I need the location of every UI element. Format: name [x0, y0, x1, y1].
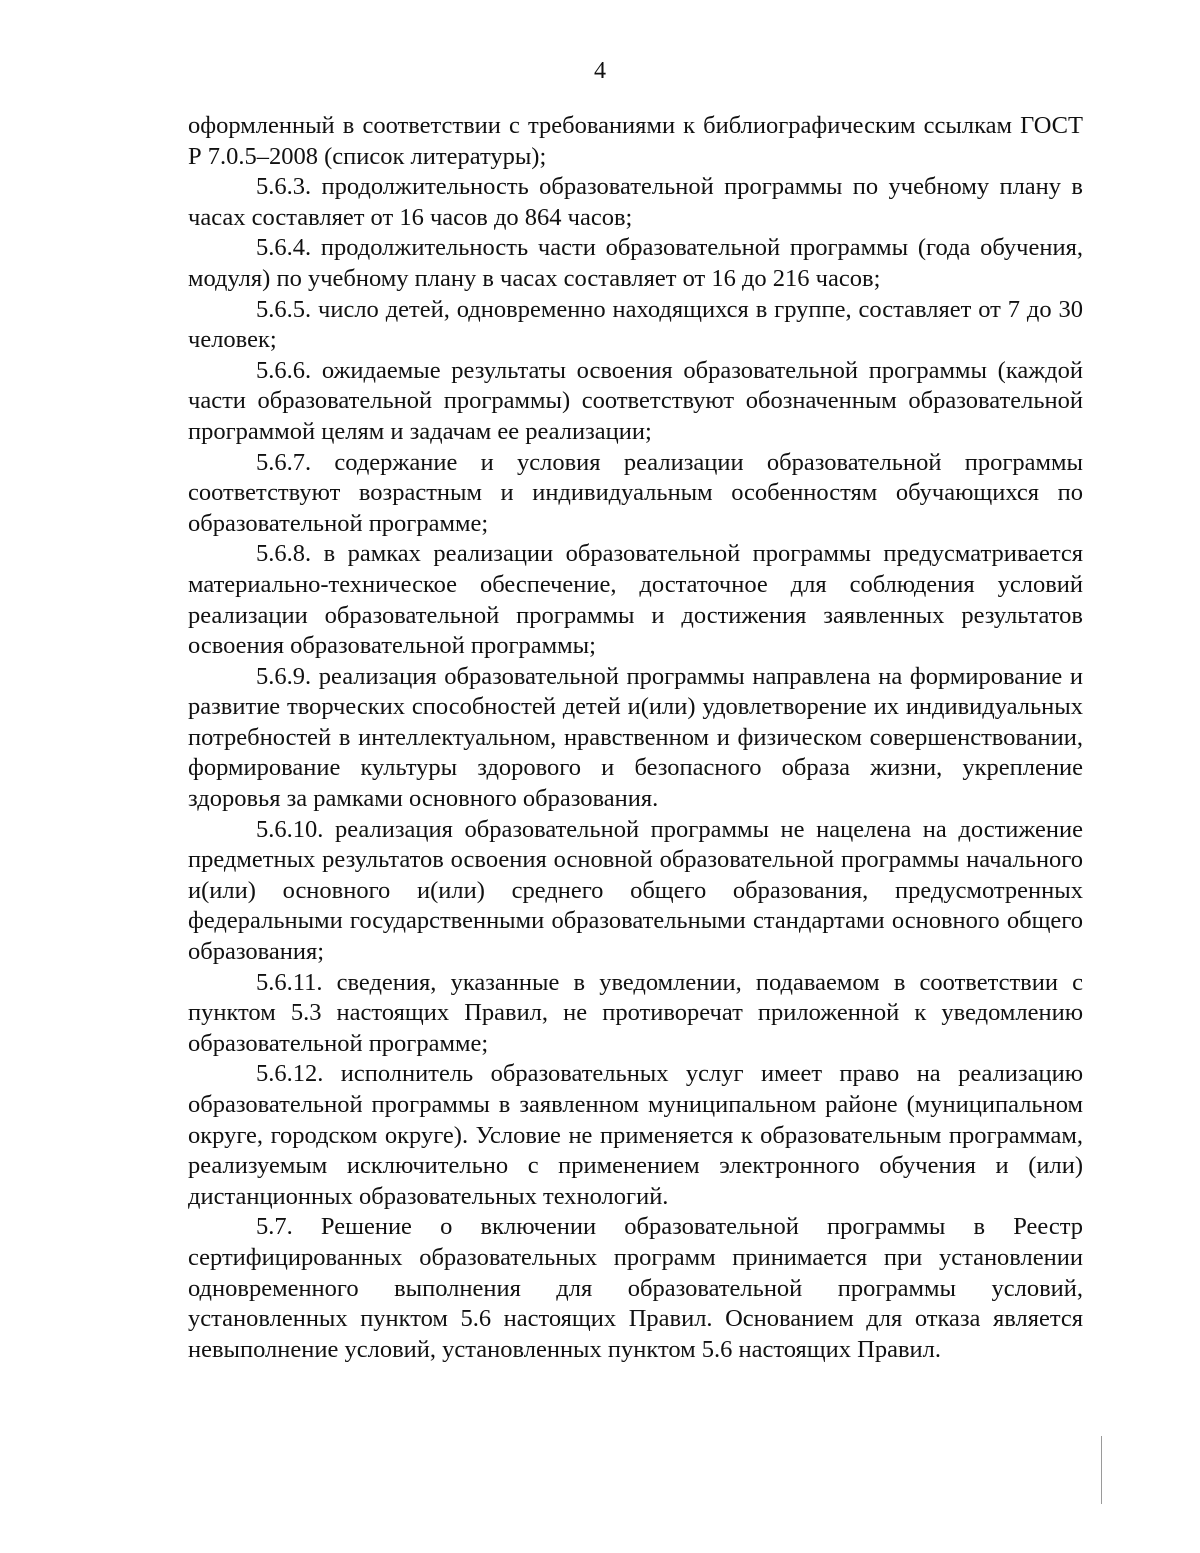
paragraph-5-6-11: 5.6.11. сведения, указанные в уведомлении, подаваемом в соответствии с пунктом 5.3 настоящих Правил, не противоречат приложенной к уведомлению образовательной программе;	[188, 968, 1083, 1057]
paragraph-5-6-3: 5.6.3. продолжительность образовательной программы по учебному плану в часах составляет от 16 часов до 864 часов;	[188, 173, 1083, 231]
paragraph-5-7: 5.7. Решение о включении образовательной программы в Реестр сертифицированных образовательных программ принимается при установлении одновременного выполнения для образовательной программы условий, установленных пунктом 5.6 настоящих Правил. Основанием для отказа является невыполнение условий, установленных пунктом 5.6 настоящих Правил.	[188, 1213, 1083, 1363]
paragraph-5-6-4: 5.6.4. продолжительность части образовательной программы (года обучения, модуля) по учебному плану в часах составляет от 16 до 216 часов;	[188, 234, 1083, 292]
paragraph-continuation: оформленный в соответствии с требованиями к библиографическим ссылкам ГОСТ Р 7.0.5–2008 (список литературы);	[188, 112, 1083, 170]
scan-edge-mark	[1101, 1436, 1102, 1504]
paragraph-5-6-9: 5.6.9. реализация образовательной программы направлена на формирование и развитие творческих способностей детей и(или) удовлетворение их индивидуальных потребностей в интеллектуальном, нравственном и физическом совершенствовании, формирование культуры здорового и безопасного образа жизни, укрепление здоровья за рамками основного образования.	[188, 662, 1083, 813]
paragraph-5-6-7: 5.6.7. содержание и условия реализации образовательной программы соответствуют возрастным и индивидуальным особенностям обучающихся по образовательной программе;	[188, 448, 1083, 537]
paragraph-5-6-5: 5.6.5. число детей, одновременно находящихся в группе, составляет от 7 до 30 человек;	[188, 295, 1083, 354]
paragraph-5-6-10: 5.6.10. реализация образовательной программы не нацелена на достижение предметных результатов освоения основной образовательной программы начального и(или) основного и(или) среднего общего образования, предусмотренных федеральными государственными образовательными стандартами основного общего образования;	[188, 815, 1083, 966]
page-number: 4	[594, 58, 606, 84]
paragraph-5-6-12: 5.6.12. исполнитель образовательных услуг имеет право на реализацию образовательной программы в заявленном муниципальном районе (муниципальном округе, городском округе). Условие не применяется к образовательным программам, реализуемым исключительно с применением электронного обучения и (или) дистанционных образовательных технологий.	[188, 1060, 1083, 1210]
paragraph-5-6-6: 5.6.6. ожидаемые результаты освоения образовательной программы (каждой части образовательной программы) соответствуют обозначенным образовательной программой целям и задачам ее реализации;	[188, 356, 1083, 445]
paragraph-5-6-8: 5.6.8. в рамках реализации образовательной программы предусматривается материально-техническое обеспечение, достаточное для соблюдения условий реализации образовательной программы и достижения заявленных результатов освоения образовательной программы;	[188, 540, 1083, 660]
document-body	[188, 111, 1083, 1365]
